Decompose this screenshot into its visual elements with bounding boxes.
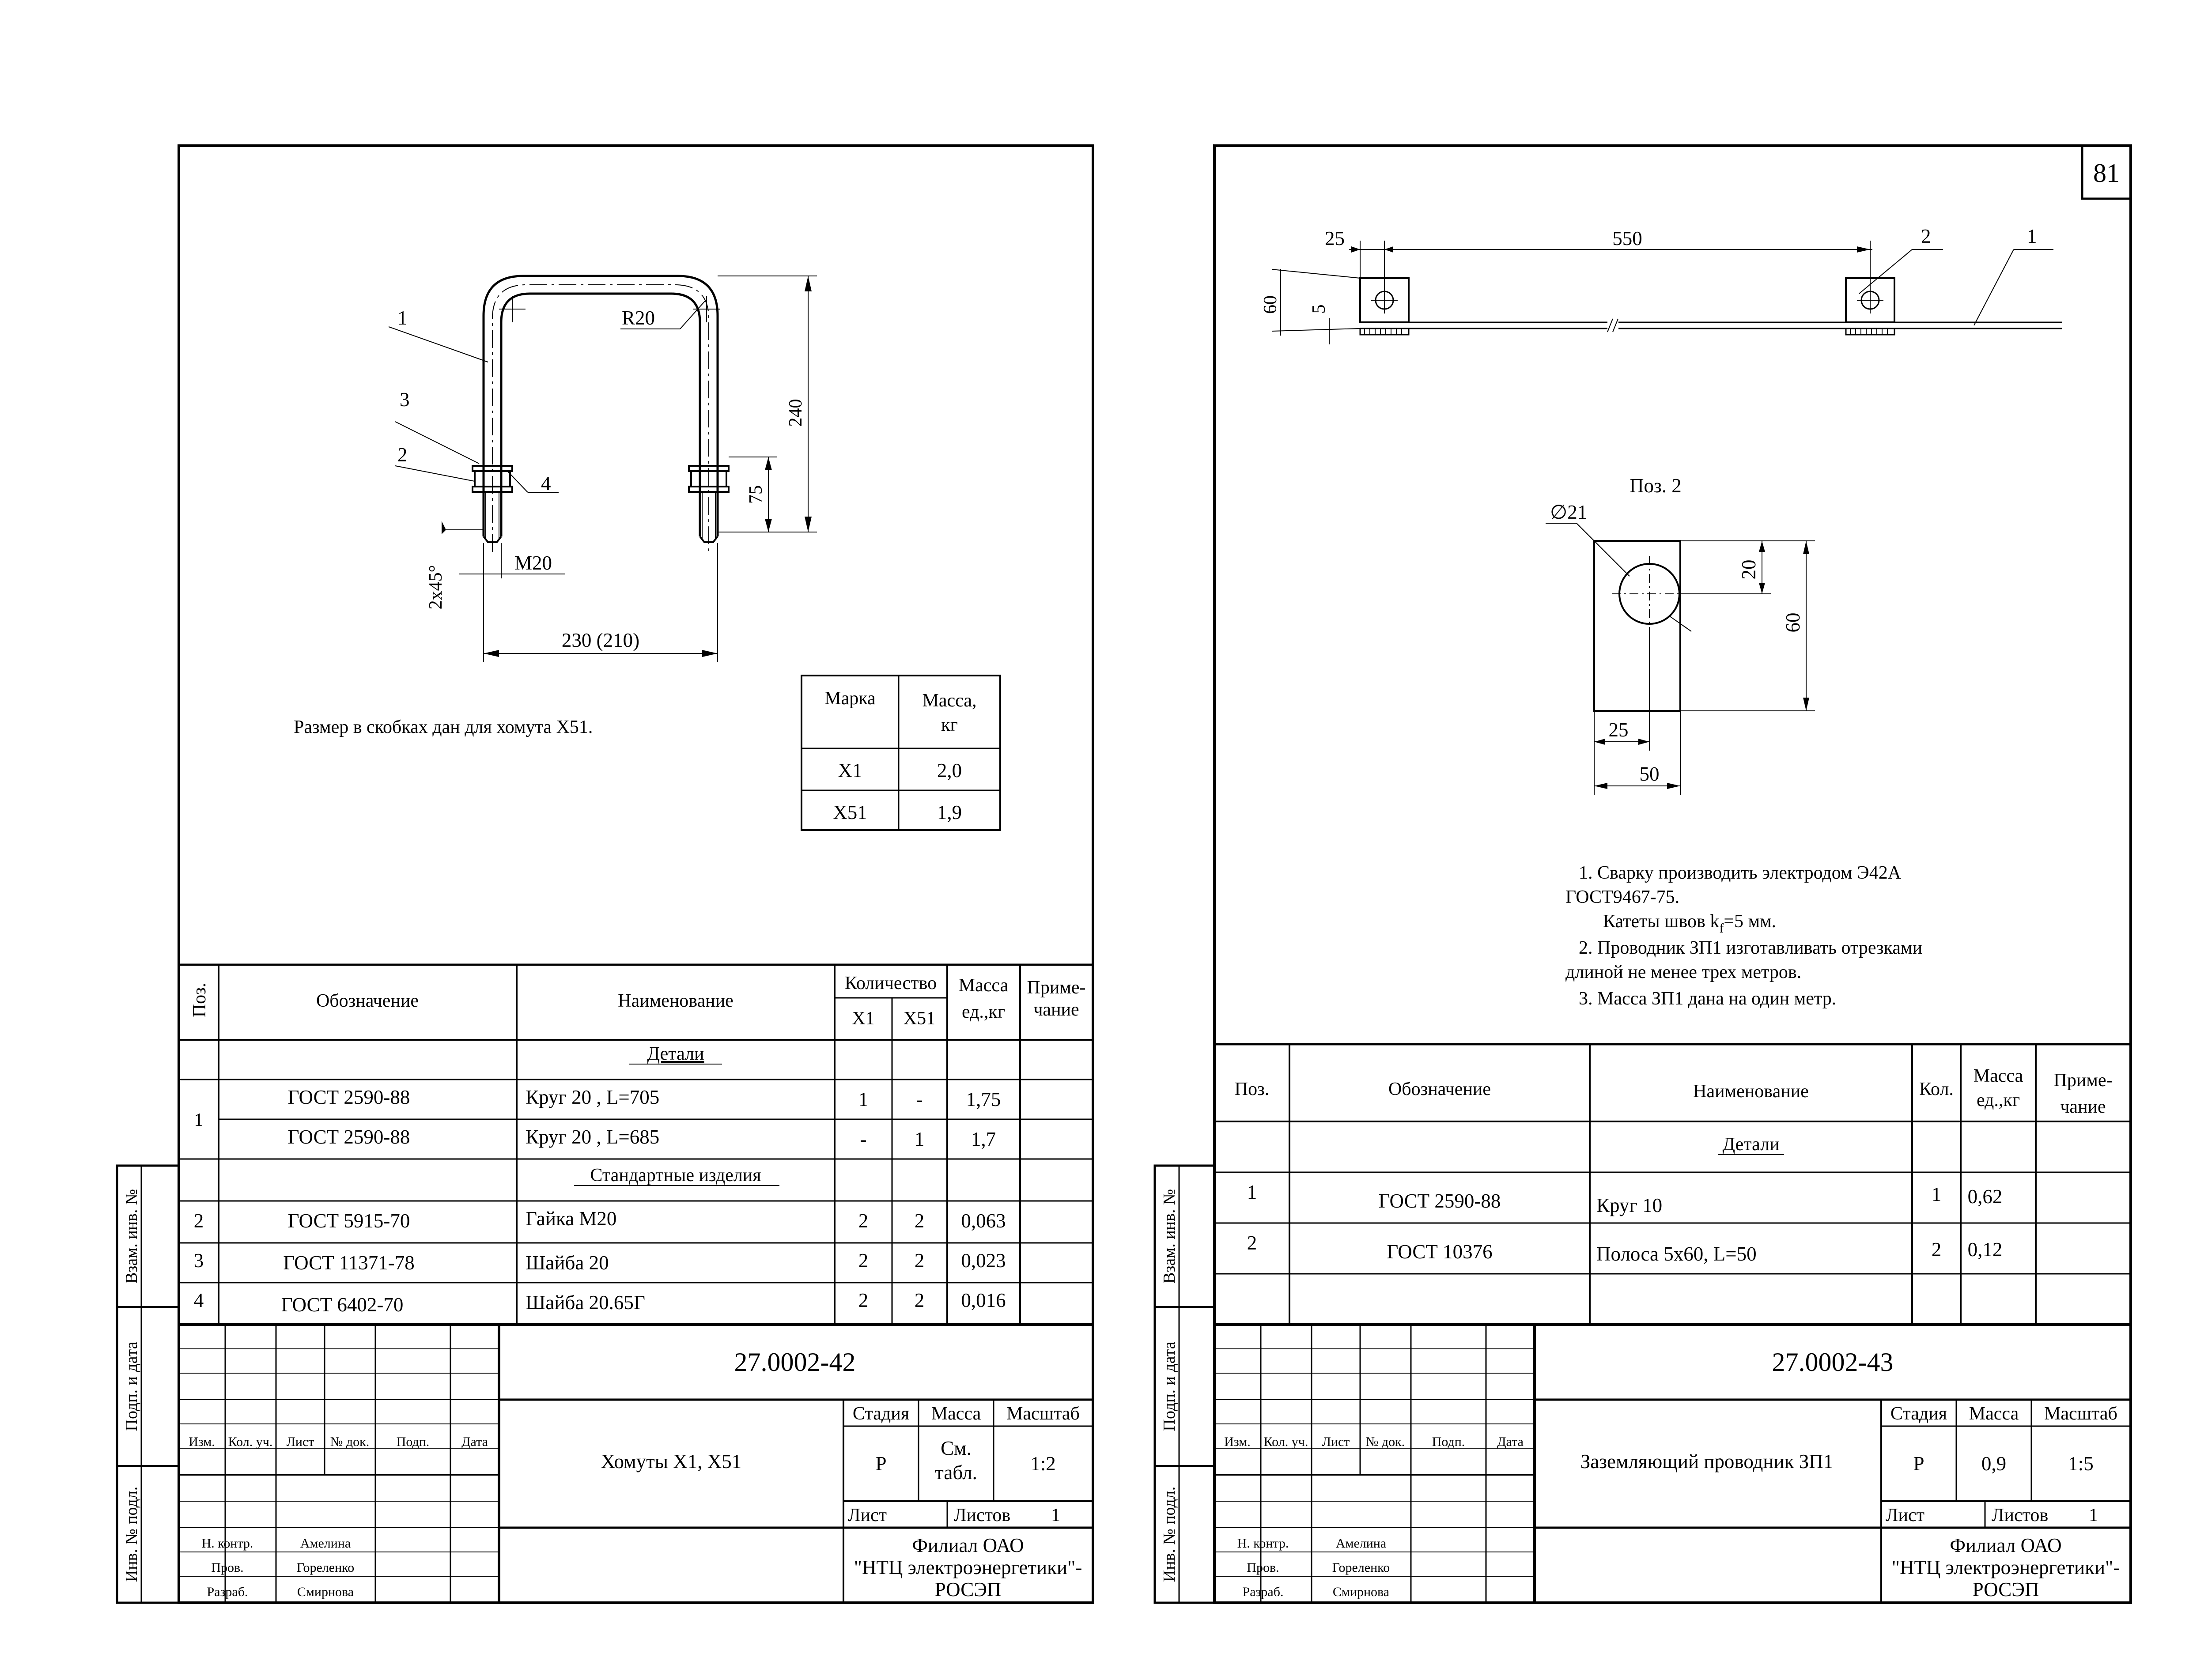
spec-section-parts: Детали: [647, 1044, 704, 1064]
tb-org-line1: Филиал ОАО: [1950, 1534, 2062, 1556]
tb-col-label: Изм.: [189, 1435, 215, 1449]
note-line: 2. Проводник ЗП1 изготавливать отрезками: [1579, 938, 1923, 958]
tb-sheets-count: 1: [2089, 1505, 2098, 1525]
conductor-drawing: [1260, 225, 2062, 344]
u-bolt-drawing: [389, 276, 817, 662]
spec-row-qty: -: [860, 1128, 867, 1150]
left-sheet: [117, 146, 1093, 1603]
spec-row-mass: 1,75: [966, 1088, 1001, 1110]
mass-table-header-unit: кг: [941, 715, 958, 735]
page-number: 81: [2093, 159, 2120, 188]
spec-header-name: Наименование: [1693, 1081, 1809, 1102]
tb-scale-label: Масштаб: [2044, 1404, 2117, 1424]
note-line: длиной не менее трех метров.: [1565, 962, 1802, 982]
spec-row-designation: ГОСТ 2590-88: [287, 1126, 410, 1148]
mass-table-header-mass: Масса,: [922, 691, 977, 711]
tb-role: Разраб.: [1242, 1585, 1284, 1599]
mass-table: [802, 676, 1000, 830]
tb-col-label: Кол. уч.: [1263, 1435, 1308, 1449]
tb-role: Н. контр.: [1237, 1536, 1289, 1551]
detail-dim-20: 20: [1738, 559, 1760, 580]
tb-sheets-count: 1: [1051, 1505, 1060, 1525]
spec-header-qty-x51: Х51: [903, 1008, 936, 1029]
tb-role: Разраб.: [207, 1585, 248, 1599]
callout-1: 1: [397, 307, 408, 329]
dim-chamfer: 2x45°: [426, 565, 446, 610]
tb-org-line1: Филиал ОАО: [912, 1534, 1024, 1556]
right-notes: [1565, 863, 1922, 1009]
spec-header-name: Наименование: [618, 991, 733, 1011]
spec-row-pos: 2: [193, 1210, 204, 1232]
spec-row-name: Гайка М20: [526, 1208, 617, 1230]
spec-row-mass: 0,016: [961, 1289, 1006, 1311]
tb-col-label: Дата: [461, 1435, 488, 1449]
tb-org-line2: "НТЦ электроэнергетики"-: [854, 1556, 1082, 1578]
tb-sheet-label: Лист: [848, 1505, 887, 1525]
tb-col-label: Подп.: [1432, 1435, 1465, 1449]
tb-col-label: Лист: [286, 1435, 314, 1449]
spec-row-pos: 2: [1247, 1232, 1257, 1254]
tb-mass-label: Масса: [931, 1404, 981, 1424]
tb-person: Смирнова: [297, 1585, 354, 1599]
dim-radius: R20: [622, 307, 655, 329]
spec-row-designation: ГОСТ 6402-70: [281, 1294, 404, 1316]
tb-role: Н. контр.: [201, 1536, 253, 1551]
spec-row-name: Круг 10: [1596, 1194, 1663, 1216]
spec-section-parts: Детали: [1722, 1134, 1780, 1155]
spec-row-mass: 0,12: [1967, 1238, 2003, 1261]
spec-row-designation: ГОСТ 5915-70: [287, 1210, 410, 1232]
left-stamp-signature: Подп. и дата: [122, 1341, 141, 1431]
right-stamp-replaced: Взам. инв. №: [1160, 1189, 1179, 1284]
spec-row-qty: 2: [914, 1250, 925, 1272]
tb-sheets-label: Листов: [1992, 1505, 2049, 1525]
spec-row-name: Полоса 5х60, L=50: [1596, 1243, 1757, 1265]
tb-org-line3: РОСЭП: [934, 1578, 1002, 1601]
dim-height: 240: [786, 399, 806, 427]
note-line: Катеты швов $k_f=5$ мм.: [1603, 911, 1777, 936]
left-title-block: [179, 1325, 1093, 1603]
spec-header-qty: Количество: [844, 973, 937, 993]
note-line: ГОСТ9467-75.: [1565, 887, 1680, 907]
tb-stage-label: Стадия: [1890, 1404, 1947, 1424]
spec-header-note2: чание: [2060, 1097, 2106, 1117]
right-doc-title: Заземляющий проводник ЗП1: [1580, 1450, 1834, 1472]
right-title-block: [1214, 1325, 2131, 1603]
callout-2: 2: [397, 444, 408, 466]
spec-header-designation: Обозначение: [1388, 1079, 1491, 1099]
dim-width: 230 (210): [561, 629, 640, 651]
spec-row-name: Шайба 20.65Г: [526, 1291, 645, 1314]
spec-row-pos: 1: [194, 1110, 204, 1130]
spec-row-name: Круг 20 , L=685: [526, 1126, 660, 1148]
spec-row-mass: 1,7: [971, 1128, 996, 1150]
left-doc-title: Хомуты Х1, Х51: [601, 1450, 742, 1472]
tb-col-label: Изм.: [1224, 1435, 1251, 1449]
dim-thread-length: 75: [746, 485, 766, 504]
tb-scale: 1:2: [1030, 1453, 1056, 1475]
mass-table-cell: 2,0: [937, 759, 962, 781]
detail-hole: ∅21: [1550, 501, 1588, 523]
spec-header-mass: Масса: [1973, 1066, 2023, 1086]
spec-header-pos: Поз.: [189, 982, 210, 1018]
spec-row-mass: 0,063: [961, 1210, 1006, 1232]
spec-section-standard: Стандартные изделия: [590, 1165, 761, 1185]
right-spec-table: [1214, 1044, 2131, 1325]
spec-row-qty: 1: [1931, 1183, 1942, 1205]
detail-dim-25: 25: [1608, 719, 1629, 741]
tb-person: Гореленко: [1332, 1560, 1390, 1575]
mass-table-cell: 1,9: [937, 801, 962, 823]
tb-sheets-label: Листов: [954, 1505, 1011, 1525]
spec-header-designation: Обозначение: [316, 991, 419, 1011]
dim-550: 550: [1612, 227, 1642, 249]
spec-header-qty: Кол.: [1919, 1079, 1954, 1099]
tb-person: Амелина: [300, 1536, 351, 1551]
tb-sheet-label: Лист: [1886, 1505, 1924, 1525]
spec-header-note: Приме-: [2053, 1070, 2113, 1091]
spec-row-qty: 2: [1931, 1238, 1942, 1261]
spec-header-mass: Масса: [958, 975, 1009, 996]
spec-row-qty: 2: [914, 1289, 925, 1311]
tb-person: Амелина: [1335, 1536, 1387, 1551]
mass-table-cell: Х1: [838, 759, 862, 781]
tb-stage-label: Стадия: [852, 1404, 910, 1424]
right-stamp-signature: Подп. и дата: [1160, 1341, 1179, 1431]
spec-row-mass: 0,62: [1967, 1185, 2003, 1208]
spec-header-note2: чание: [1033, 1000, 1079, 1020]
tb-mass: 0,9: [1981, 1453, 2007, 1475]
spec-row-qty: -: [916, 1088, 923, 1110]
tb-person: Гореленко: [296, 1560, 355, 1575]
tb-mass-line1: См.: [941, 1437, 972, 1459]
tb-person: Смирнова: [1332, 1585, 1390, 1599]
mass-table-header-mark: Марка: [824, 688, 876, 709]
right-sheet: [1155, 146, 2131, 1603]
plate-detail: [1546, 475, 1815, 795]
tb-role: Пров.: [1247, 1560, 1279, 1575]
mass-table-cell: Х51: [833, 801, 867, 823]
spec-row-qty: 2: [858, 1210, 869, 1232]
tb-mass-line2: табл.: [935, 1461, 977, 1484]
spec-row-mass: 0,023: [961, 1250, 1006, 1272]
tb-stage: Р: [875, 1453, 887, 1475]
tb-col-label: № док.: [1365, 1435, 1405, 1449]
spec-row-name: Шайба 20: [526, 1252, 609, 1274]
detail-dim-50: 50: [1639, 763, 1660, 785]
spec-row-name: Круг 20 , L=705: [526, 1086, 660, 1108]
spec-row-designation: ГОСТ 11371-78: [283, 1252, 415, 1274]
detail-title: Поз. 2: [1630, 475, 1682, 497]
left-stamp-replaced: Взам. инв. №: [122, 1189, 141, 1284]
note-line: 3. Масса ЗП1 дана на один метр.: [1579, 989, 1837, 1009]
spec-row-designation: ГОСТ 2590-88: [1378, 1190, 1501, 1212]
spec-row-qty: 1: [914, 1128, 925, 1150]
tb-stage: Р: [1913, 1453, 1924, 1475]
spec-header-mass-unit: ед.,кг: [961, 1002, 1006, 1022]
left-sheet-frame: [179, 146, 1093, 1603]
tb-role: Пров.: [211, 1560, 244, 1575]
dim-60-strip: 60: [1260, 295, 1281, 314]
right-doc-number: 27.0002-43: [1772, 1348, 1894, 1377]
right-stamp-inventory: Инв. № подл.: [1160, 1486, 1179, 1582]
spec-row-pos: 4: [193, 1289, 204, 1311]
spec-header-pos: Поз.: [1234, 1079, 1270, 1099]
spec-row-qty: 2: [858, 1250, 869, 1272]
spec-row-qty: 2: [914, 1210, 925, 1232]
tb-org-line3: РОСЭП: [1972, 1578, 2039, 1601]
tb-mass-label: Масса: [1969, 1404, 2019, 1424]
spec-header-qty-x1: Х1: [852, 1008, 875, 1029]
dim-5: 5: [1309, 304, 1329, 314]
left-doc-number: 27.0002-42: [734, 1348, 856, 1377]
tb-scale: 1:5: [2068, 1453, 2094, 1475]
tb-col-label: № док.: [330, 1435, 370, 1449]
note-line: 1. Сварку производить электродом Э42А: [1579, 863, 1902, 883]
tb-col-label: Лист: [1322, 1435, 1350, 1449]
callout-2: 2: [1921, 225, 1931, 247]
spec-header-note: Приме-: [1027, 978, 1086, 998]
spec-row-designation: ГОСТ 10376: [1387, 1241, 1493, 1263]
spec-row-qty: 1: [858, 1088, 869, 1110]
left-spec-table: [179, 965, 1093, 1325]
dim-thread: M20: [514, 552, 552, 574]
tb-col-label: Подп.: [396, 1435, 430, 1449]
left-note: Размер в скобках дан для хомута Х51.: [294, 717, 593, 737]
tb-col-label: Дата: [1497, 1435, 1524, 1449]
spec-row-designation: ГОСТ 2590-88: [287, 1086, 410, 1108]
spec-row-pos: 3: [193, 1250, 204, 1272]
dim-25: 25: [1325, 227, 1345, 249]
callout-1: 1: [2027, 225, 2037, 247]
spec-header-mass-unit: ед.,кг: [1976, 1090, 2020, 1110]
detail-dim-60: 60: [1782, 612, 1804, 633]
spec-row-pos: 1: [1247, 1181, 1257, 1203]
callout-4: 4: [541, 472, 551, 495]
left-stamp-inventory: Инв. № подл.: [122, 1486, 141, 1582]
spec-row-qty: 2: [858, 1289, 869, 1311]
tb-org-line2: "НТЦ электроэнергетики"-: [1891, 1556, 2120, 1578]
tb-scale-label: Масштаб: [1006, 1404, 1080, 1424]
tb-col-label: Кол. уч.: [228, 1435, 273, 1449]
callout-3: 3: [400, 389, 410, 411]
